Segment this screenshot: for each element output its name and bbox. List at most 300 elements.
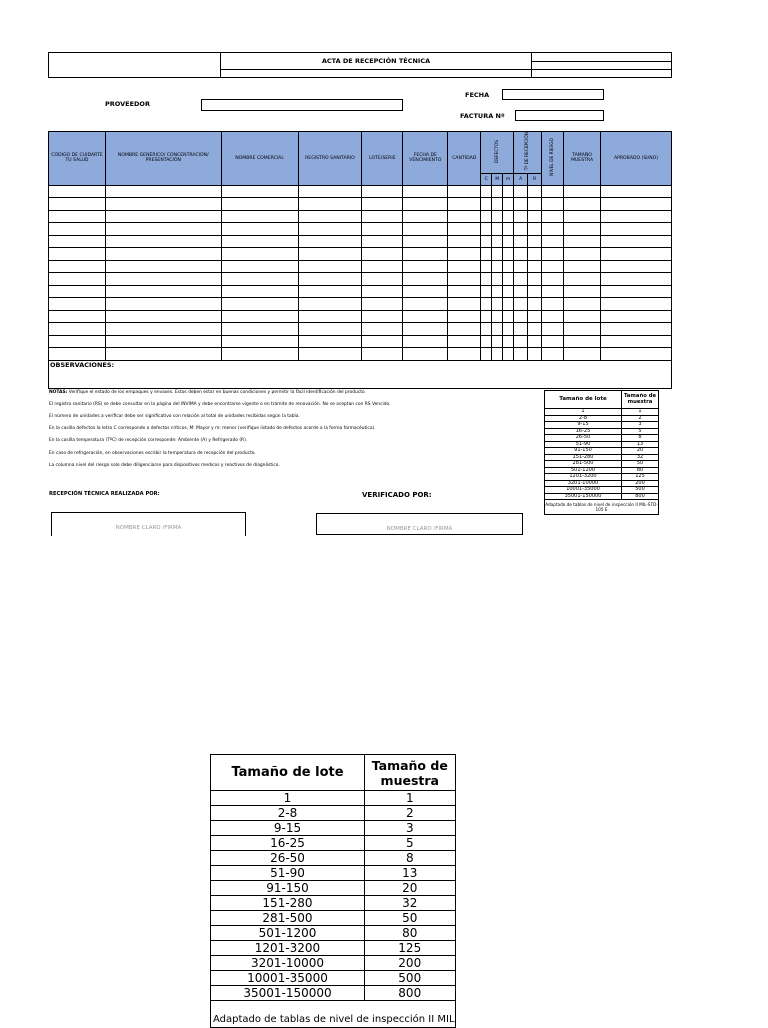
table-cell[interactable] [564, 185, 601, 198]
large-sample-lote-cell: 151-280 [211, 896, 365, 911]
table-cell[interactable] [514, 235, 528, 248]
table-cell[interactable] [221, 185, 298, 198]
table-cell[interactable] [481, 235, 492, 248]
table-cell[interactable] [221, 223, 298, 236]
table-cell[interactable] [492, 235, 503, 248]
table-cell[interactable] [503, 285, 514, 298]
table-cell[interactable] [564, 348, 601, 361]
table-cell[interactable] [403, 335, 448, 348]
table-cell[interactable] [601, 198, 672, 211]
table-cell[interactable] [492, 198, 503, 211]
header-divider-right [531, 52, 532, 78]
table-cell[interactable] [221, 323, 298, 336]
large-sample-lote-cell: 1 [211, 791, 365, 806]
small-header-lote: Tamaño de lote [545, 391, 622, 409]
small-sample-lote-cell: 151-280 [545, 454, 622, 461]
col-temperatura: Tº DE RECEPCIÓN [514, 132, 542, 174]
table-cell[interactable] [298, 335, 362, 348]
table-cell[interactable] [492, 185, 503, 198]
table-cell[interactable] [403, 210, 448, 223]
table-cell[interactable] [362, 335, 403, 348]
small-sample-lote-cell: 281-500 [545, 461, 622, 468]
table-cell[interactable] [362, 185, 403, 198]
large-sample-muestra-cell: 80 [365, 926, 456, 941]
header-divider-left [220, 52, 221, 78]
large-sample-row [211, 956, 456, 971]
table-cell[interactable] [481, 323, 492, 336]
large-sample-row [211, 911, 456, 926]
table-cell[interactable] [564, 210, 601, 223]
table-cell[interactable] [564, 198, 601, 211]
table-cell[interactable] [528, 348, 542, 361]
table-cell[interactable] [362, 235, 403, 248]
table-cell[interactable] [298, 285, 362, 298]
table-cell[interactable] [448, 248, 481, 261]
table-cell[interactable] [601, 248, 672, 261]
table-cell[interactable] [298, 260, 362, 273]
table-cell[interactable] [105, 260, 221, 273]
table-cell[interactable] [528, 260, 542, 273]
table-cell[interactable] [601, 185, 672, 198]
small-sample-lote-cell: 10001-35000 [545, 487, 622, 494]
table-cell[interactable] [362, 285, 403, 298]
table-cell[interactable] [503, 323, 514, 336]
table-cell[interactable] [503, 298, 514, 311]
table-cell[interactable] [221, 310, 298, 323]
table-cell[interactable] [362, 260, 403, 273]
table-cell[interactable] [49, 310, 106, 323]
table-cell[interactable] [448, 323, 481, 336]
table-cell[interactable] [362, 298, 403, 311]
table-cell[interactable] [403, 185, 448, 198]
table-cell[interactable] [49, 210, 106, 223]
table-cell[interactable] [105, 285, 221, 298]
table-cell[interactable] [528, 210, 542, 223]
large-sample-muestra-cell: 2 [365, 806, 456, 821]
table-cell[interactable] [49, 323, 106, 336]
table-cell[interactable] [105, 335, 221, 348]
sample-size-table-large [210, 754, 456, 1028]
table-cell[interactable] [403, 310, 448, 323]
note-3: El número de unidades a verificar debe ser significativo con relación al total de unidades recibidas según la tabla. [49, 414, 300, 419]
col-registro: REGISTRO SANITARIO [298, 132, 362, 186]
table-cell[interactable] [601, 335, 672, 348]
table-cell[interactable] [298, 248, 362, 261]
table-cell[interactable] [298, 298, 362, 311]
table-cell[interactable] [403, 260, 448, 273]
table-cell[interactable] [514, 298, 528, 311]
note-4: En la casilla defectos la letra C corresponde a defectos críticos, M: Mayor y m: menor (verifique listado de defectos acorde a la forma farmacéutica). [49, 426, 376, 431]
table-cell[interactable] [503, 310, 514, 323]
table-cell[interactable] [481, 198, 492, 211]
small-sample-lote-cell: 3201-10000 [545, 480, 622, 487]
table-cell[interactable] [503, 248, 514, 261]
col-defectos: DEFECTOS [481, 132, 514, 174]
table-cell[interactable] [601, 260, 672, 273]
table-row [49, 348, 672, 361]
proveedor-field[interactable] [201, 99, 403, 111]
large-sample-row [211, 971, 456, 986]
table-cell[interactable] [298, 198, 362, 211]
table-cell[interactable] [105, 223, 221, 236]
table-cell[interactable] [528, 298, 542, 311]
large-sample-muestra-cell: 200 [365, 956, 456, 971]
table-cell[interactable] [298, 310, 362, 323]
large-sample-row [211, 851, 456, 866]
table-cell[interactable] [105, 348, 221, 361]
large-sample-row [211, 806, 456, 821]
table-cell[interactable] [564, 323, 601, 336]
table-cell[interactable] [514, 260, 528, 273]
table-cell[interactable] [298, 323, 362, 336]
table-cell[interactable] [514, 273, 528, 286]
table-cell[interactable] [448, 260, 481, 273]
large-sample-row [211, 866, 456, 881]
table-cell[interactable] [528, 248, 542, 261]
small-sample-muestra-cell: 20 [622, 448, 659, 455]
note-7: La columna nivel del riesgo solo debe diligenciarse para dispositivos medicos y reactivos de diagnóstico. [49, 463, 280, 468]
small-sample-lote-cell: 1201-3200 [545, 474, 622, 481]
table-cell[interactable] [481, 210, 492, 223]
table-cell[interactable] [528, 310, 542, 323]
table-cell[interactable] [542, 223, 564, 236]
table-cell[interactable] [481, 348, 492, 361]
table-cell[interactable] [298, 185, 362, 198]
table-cell[interactable] [105, 323, 221, 336]
table-cell[interactable] [105, 185, 221, 198]
large-sample-muestra-cell: 1 [365, 791, 456, 806]
table-cell[interactable] [403, 198, 448, 211]
table-cell[interactable] [564, 235, 601, 248]
small-sample-lote-cell: 35001-150000 [545, 493, 622, 500]
table-cell[interactable] [503, 260, 514, 273]
table-cell[interactable] [514, 285, 528, 298]
table-cell[interactable] [362, 310, 403, 323]
table-cell[interactable] [403, 235, 448, 248]
table-cell[interactable] [448, 198, 481, 211]
table-cell[interactable] [542, 260, 564, 273]
small-sample-lote-cell: 51-90 [545, 441, 622, 448]
table-cell[interactable] [514, 185, 528, 198]
table-cell[interactable] [542, 248, 564, 261]
large-sample-lote-cell: 26-50 [211, 851, 365, 866]
large-sample-row [211, 821, 456, 836]
note-2: El registro sanitario (RS) se debe consultar en la página del INVIMA y debe encontrarse vigente o en trámite de renovación. No se aceptan con RS Vencido. [49, 402, 391, 407]
table-cell[interactable] [481, 248, 492, 261]
table-cell[interactable] [105, 210, 221, 223]
table-cell[interactable] [514, 210, 528, 223]
table-cell[interactable] [448, 223, 481, 236]
table-cell[interactable] [601, 273, 672, 286]
table-cell[interactable] [298, 235, 362, 248]
table-cell[interactable] [601, 348, 672, 361]
table-cell[interactable] [362, 323, 403, 336]
table-cell[interactable] [448, 335, 481, 348]
table-cell[interactable] [362, 248, 403, 261]
table-cell[interactable] [448, 185, 481, 198]
table-cell[interactable] [601, 285, 672, 298]
table-cell[interactable] [492, 273, 503, 286]
large-footer: Adaptado de tablas de nivel de inspección II MIL [211, 1001, 456, 1028]
table-cell[interactable] [403, 298, 448, 311]
table-cell[interactable] [403, 285, 448, 298]
table-cell[interactable] [514, 248, 528, 261]
table-cell[interactable] [362, 210, 403, 223]
large-sample-muestra-cell: 125 [365, 941, 456, 956]
table-cell[interactable] [601, 235, 672, 248]
table-cell[interactable] [49, 248, 106, 261]
table-cell[interactable] [298, 273, 362, 286]
table-row [49, 273, 672, 286]
table-cell[interactable] [49, 235, 106, 248]
note-5: En la casilla temperatura (TºC) de recepción corresponde: Ambiente (A) y Refrigerado (R). [49, 438, 248, 443]
fecha-field[interactable] [502, 89, 604, 100]
table-cell[interactable] [105, 310, 221, 323]
table-cell[interactable] [403, 323, 448, 336]
header-hline [220, 69, 672, 70]
table-cell[interactable] [105, 298, 221, 311]
table-cell[interactable] [221, 210, 298, 223]
proveedor-label: PROVEEDOR [105, 100, 150, 108]
large-sample-row [211, 881, 456, 896]
table-cell[interactable] [481, 335, 492, 348]
table-cell[interactable] [448, 348, 481, 361]
table-cell[interactable] [503, 335, 514, 348]
table-cell[interactable] [528, 285, 542, 298]
col-tamano-muestra: TAMAÑO MUESTRA [564, 132, 601, 186]
small-sample-muestra-cell: 32 [622, 454, 659, 461]
col-aprobado: APROBADO (SI/NO) [601, 132, 672, 186]
factura-field[interactable] [515, 110, 604, 121]
table-cell[interactable] [542, 285, 564, 298]
small-sample-lote-cell: 9-15 [545, 422, 622, 429]
table-cell[interactable] [492, 298, 503, 311]
table-cell[interactable] [492, 335, 503, 348]
table-cell[interactable] [298, 348, 362, 361]
table-cell[interactable] [362, 273, 403, 286]
table-cell[interactable] [492, 260, 503, 273]
table-cell[interactable] [221, 298, 298, 311]
table-cell[interactable] [564, 310, 601, 323]
table-cell[interactable] [49, 185, 106, 198]
table-cell[interactable] [448, 310, 481, 323]
large-sample-lote-cell: 2-8 [211, 806, 365, 821]
table-cell[interactable] [403, 348, 448, 361]
table-cell[interactable] [492, 348, 503, 361]
table-cell[interactable] [49, 198, 106, 211]
table-cell[interactable] [298, 210, 362, 223]
table-cell[interactable] [528, 273, 542, 286]
observaciones[interactable]: OBSERVACIONES: [49, 360, 672, 388]
signature-box-1[interactable] [51, 512, 246, 536]
small-sample-lote-cell: 2-8 [545, 415, 622, 422]
large-sample-row [211, 836, 456, 851]
large-sample-muestra-cell: 32 [365, 896, 456, 911]
table-cell[interactable] [49, 348, 106, 361]
table-cell[interactable] [49, 335, 106, 348]
table-cell[interactable] [49, 273, 106, 286]
table-cell[interactable] [403, 248, 448, 261]
table-cell[interactable] [221, 235, 298, 248]
large-sample-lote-cell: 51-90 [211, 866, 365, 881]
table-cell[interactable] [514, 198, 528, 211]
table-cell[interactable] [49, 285, 106, 298]
table-cell[interactable] [481, 273, 492, 286]
table-cell[interactable] [221, 260, 298, 273]
table-row [49, 223, 672, 236]
table-cell[interactable] [542, 298, 564, 311]
table-cell[interactable] [298, 223, 362, 236]
table-cell[interactable] [503, 223, 514, 236]
table-cell[interactable] [481, 298, 492, 311]
table-row [49, 248, 672, 261]
table-cell[interactable] [403, 273, 448, 286]
table-row [49, 235, 672, 248]
large-sample-muestra-cell: 3 [365, 821, 456, 836]
table-row [49, 323, 672, 336]
col-vencimiento: FECHA DE VENCIMIENTO [403, 132, 448, 186]
table-cell[interactable] [528, 235, 542, 248]
table-cell[interactable] [601, 323, 672, 336]
table-cell[interactable] [514, 323, 528, 336]
table-cell[interactable] [542, 273, 564, 286]
small-header-muestra: Tamaño de muestra [622, 391, 659, 409]
table-cell[interactable] [105, 198, 221, 211]
table-cell[interactable] [601, 223, 672, 236]
table-cell[interactable] [481, 260, 492, 273]
large-sample-muestra-cell: 50 [365, 911, 456, 926]
table-cell[interactable] [514, 223, 528, 236]
table-cell[interactable] [221, 335, 298, 348]
table-cell[interactable] [49, 298, 106, 311]
table-cell[interactable] [601, 210, 672, 223]
table-cell[interactable] [528, 198, 542, 211]
table-cell[interactable] [481, 285, 492, 298]
table-cell[interactable] [528, 185, 542, 198]
table-cell[interactable] [542, 335, 564, 348]
table-cell[interactable] [564, 285, 601, 298]
table-cell[interactable] [542, 185, 564, 198]
note-1: NOTAS: Verifique el estado de los empaques y envases. Estos deben estar en buenas condiciones y permitir la fácil identificación del producto. [49, 390, 366, 395]
table-cell[interactable] [503, 273, 514, 286]
table-cell[interactable] [564, 248, 601, 261]
table-cell[interactable] [528, 335, 542, 348]
signature-box-2[interactable] [316, 513, 523, 535]
table-cell[interactable] [542, 348, 564, 361]
table-cell[interactable] [481, 223, 492, 236]
table-cell[interactable] [514, 348, 528, 361]
table-cell[interactable] [564, 223, 601, 236]
table-cell[interactable] [601, 298, 672, 311]
small-sample-muestra-cell: 13 [622, 441, 659, 448]
table-cell[interactable] [362, 198, 403, 211]
table-cell[interactable] [542, 310, 564, 323]
table-cell[interactable] [564, 260, 601, 273]
table-cell[interactable] [503, 198, 514, 211]
large-sample-row [211, 791, 456, 806]
table-cell[interactable] [564, 273, 601, 286]
table-cell[interactable] [542, 235, 564, 248]
table-cell[interactable] [542, 210, 564, 223]
table-cell[interactable] [528, 323, 542, 336]
table-cell[interactable] [564, 335, 601, 348]
table-cell[interactable] [105, 273, 221, 286]
table-cell[interactable] [492, 310, 503, 323]
table-cell[interactable] [492, 223, 503, 236]
table-cell[interactable] [49, 223, 106, 236]
small-sample-lote-cell: 26-50 [545, 435, 622, 442]
table-cell[interactable] [481, 185, 492, 198]
table-cell[interactable] [448, 298, 481, 311]
large-sample-row [211, 986, 456, 1001]
table-cell[interactable] [492, 210, 503, 223]
table-cell[interactable] [528, 223, 542, 236]
small-sample-lote-cell: 91-150 [545, 448, 622, 455]
table-cell[interactable] [601, 310, 672, 323]
small-sample-muestra-cell: 200 [622, 480, 659, 487]
table-cell[interactable] [448, 235, 481, 248]
table-cell[interactable] [542, 323, 564, 336]
page-title: ACTA DE RECEPCIÓN TÉCNICA [321, 57, 431, 65]
header-box [48, 52, 672, 78]
sample-size-table-small [544, 390, 659, 515]
table-cell[interactable] [503, 348, 514, 361]
table-cell[interactable] [49, 260, 106, 273]
table-cell[interactable] [492, 323, 503, 336]
table-cell[interactable] [221, 273, 298, 286]
table-cell[interactable] [221, 248, 298, 261]
table-cell[interactable] [362, 348, 403, 361]
table-cell[interactable] [362, 223, 403, 236]
large-sample-lote-cell: 9-15 [211, 821, 365, 836]
table-cell[interactable] [105, 248, 221, 261]
table-cell[interactable] [542, 198, 564, 211]
table-row [49, 335, 672, 348]
table-cell[interactable] [221, 348, 298, 361]
large-sample-muestra-cell: 500 [365, 971, 456, 986]
table-cell[interactable] [105, 235, 221, 248]
table-cell[interactable] [564, 298, 601, 311]
table-cell[interactable] [492, 285, 503, 298]
large-sample-muestra-cell: 20 [365, 881, 456, 896]
large-sample-row [211, 896, 456, 911]
table-cell[interactable] [221, 198, 298, 211]
large-sample-muestra-cell: 5 [365, 836, 456, 851]
table-cell[interactable] [514, 310, 528, 323]
table-cell[interactable] [481, 310, 492, 323]
table-cell[interactable] [492, 248, 503, 261]
large-sample-row [211, 941, 456, 956]
table-cell[interactable] [448, 210, 481, 223]
factura-label: FACTURA Nº [460, 112, 505, 120]
table-cell[interactable] [221, 285, 298, 298]
large-sample-muestra-cell: 8 [365, 851, 456, 866]
small-footer: Adaptado de tablas de nivel de inspección II MIL-STD-105 E [545, 500, 659, 515]
table-cell[interactable] [403, 223, 448, 236]
verificado-label: VERIFICADO POR: [362, 491, 432, 499]
table-cell[interactable] [514, 335, 528, 348]
table-cell[interactable] [503, 210, 514, 223]
table-cell[interactable] [503, 235, 514, 248]
large-sample-lote-cell: 16-25 [211, 836, 365, 851]
note-6: En caso de refrigeración, en observaciones escribir la temperatura de recepción del producto. [49, 451, 256, 456]
subcol-r: R [528, 173, 542, 185]
table-cell[interactable] [448, 285, 481, 298]
table-cell[interactable] [448, 273, 481, 286]
small-sample-muestra-cell: 2 [622, 415, 659, 422]
subcol-M: M [492, 173, 503, 185]
table-cell[interactable] [503, 185, 514, 198]
